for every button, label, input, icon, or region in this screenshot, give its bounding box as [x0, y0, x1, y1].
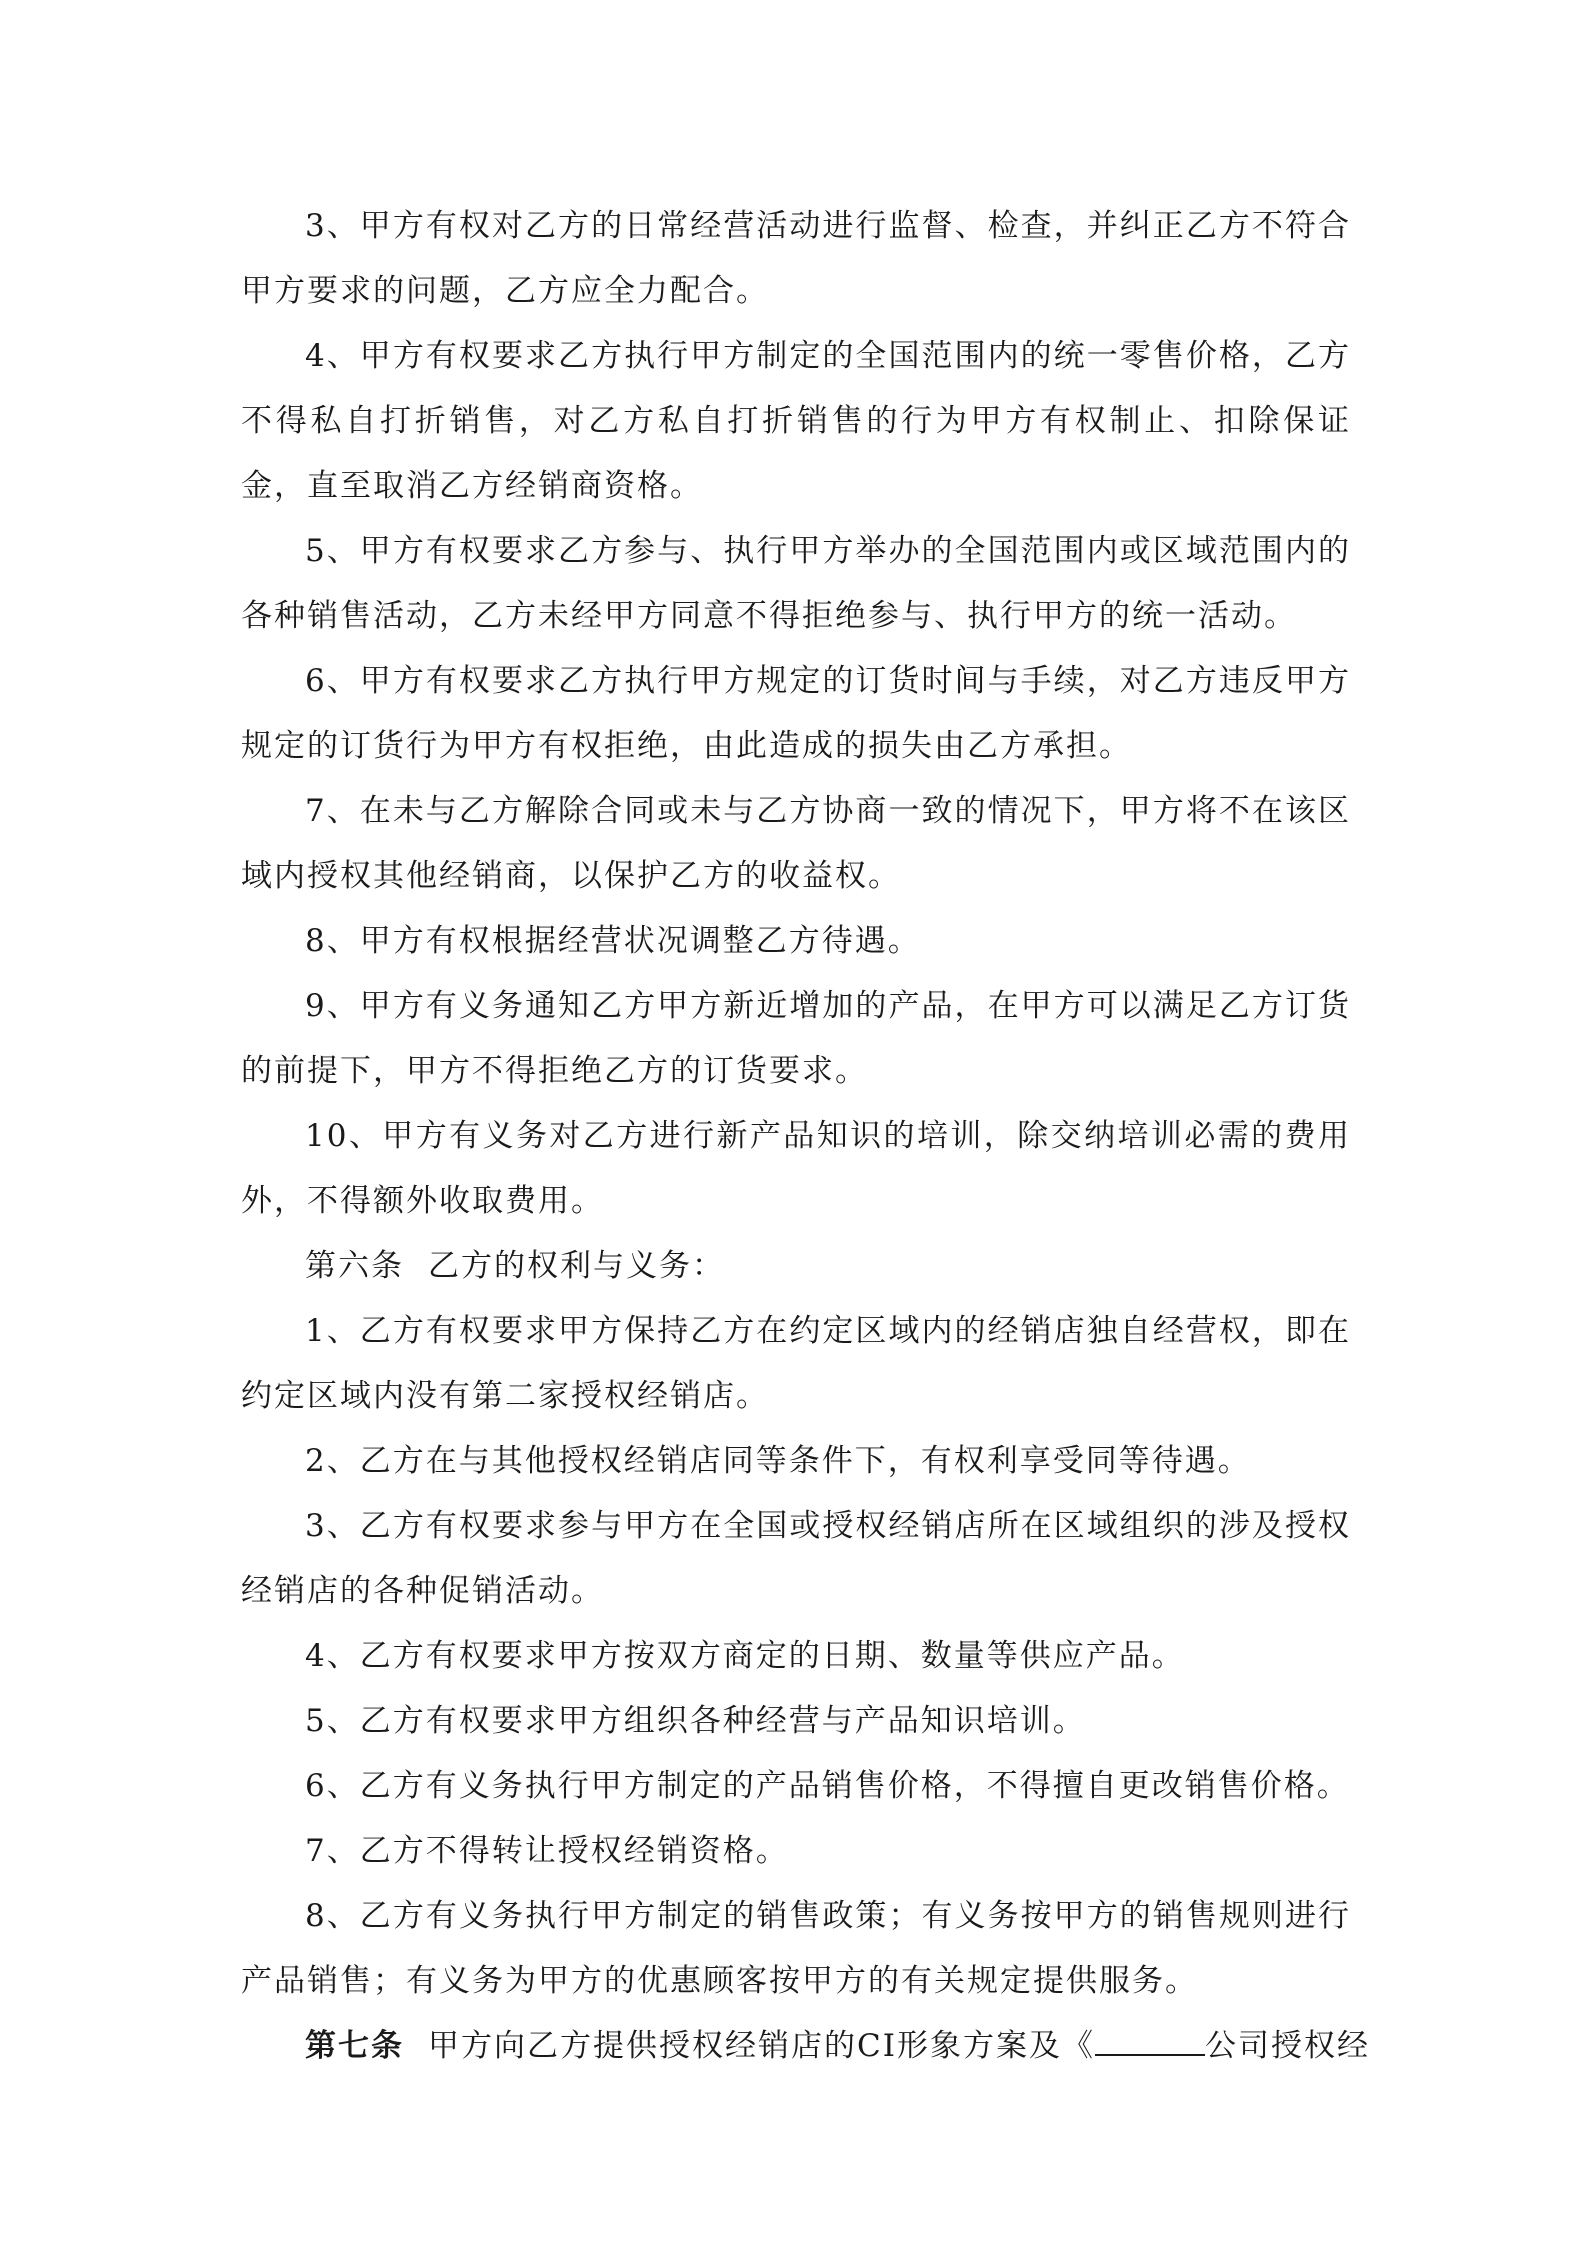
clause-5-9: 9、甲方有义务通知乙方甲方新近增加的产品，在甲方可以满足乙方订货的前提下，甲方不得拒绝乙方的订货要求。 — [241, 988, 1351, 1089]
clause-5-6: 6、甲方有权要求乙方执行甲方规定的订货时间与手续，对乙方违反甲方规定的订货行为甲方有权拒绝，由此造成的损失由乙方承担。 — [241, 663, 1351, 764]
clause-6-4: 4、乙方有权要求甲方按双方商定的日期、数量等供应产品。 — [305, 1638, 1185, 1674]
article-7-number: 第七条 — [305, 2028, 404, 2064]
clause-5-8: 8、甲方有权根据经营状况调整乙方待遇。 — [305, 923, 921, 959]
document-body — [241, 194, 1370, 2079]
article-6-heading — [241, 1234, 1351, 1299]
clause-6-5: 5、乙方有权要求甲方组织各种经营与产品知识培训。 — [305, 1703, 1086, 1739]
clause-6-7: 7、乙方不得转让授权经销资格。 — [305, 1833, 789, 1869]
clause-6-2: 2、乙方在与其他授权经销店同等条件下，有权利享受同等待遇。 — [305, 1443, 1251, 1479]
clause-6-3: 3、乙方有权要求参与甲方在全国或授权经销店所在区域组织的涉及授权经销店的各种促销活动。 — [241, 1508, 1351, 1609]
article-6-title: 乙方的权利与义务： — [428, 1248, 725, 1284]
clause-5-5: 5、甲方有权要求乙方参与、执行甲方举办的全国范围内或区域范围内的各种销售活动，乙方未经甲方同意不得拒绝参与、执行甲方的统一活动。 — [241, 533, 1351, 634]
clause-5-10: 10、甲方有义务对乙方进行新产品知识的培训，除交纳培训必需的费用外，不得额外收取费用。 — [241, 1118, 1351, 1219]
clause-5-4: 4、甲方有权要求乙方执行甲方制定的全国范围内的统一零售价格，乙方不得私自打折销售，对乙方私自打折销售的行为甲方有权制止、扣除保证金，直至取消乙方经销商资格。 — [241, 338, 1351, 504]
clause-5-7: 7、在未与乙方解除合同或未与乙方协商一致的情况下，甲方将不在该区域内授权其他经销商，以保护乙方的收益权。 — [241, 793, 1351, 894]
article-7-text-before: 甲方向乙方提供授权经销店的CI形象方案及《 — [428, 2028, 1095, 2064]
article-7-text-after: 公司授权经 — [1204, 2028, 1370, 2064]
article-6-number: 第六条 — [305, 1248, 404, 1284]
clause-5-3: 3、甲方有权对乙方的日常经营活动进行监督、检查，并纠正乙方不符合甲方要求的问题，乙方应全力配合。 — [241, 208, 1351, 309]
clause-6-8: 8、乙方有义务执行甲方制定的销售政策；有义务按甲方的销售规则进行产品销售；有义务为甲方的优惠顾客按甲方的有关规定提供服务。 — [241, 1898, 1351, 1999]
company-name-blank — [1095, 2024, 1205, 2056]
article-7-heading — [241, 2014, 1370, 2079]
clause-6-1: 1、乙方有权要求甲方保持乙方在约定区域内的经销店独自经营权，即在约定区域内没有第二家授权经销店。 — [241, 1313, 1351, 1414]
clause-6-6: 6、乙方有义务执行甲方制定的产品销售价格，不得擅自更改销售价格。 — [305, 1768, 1350, 1804]
